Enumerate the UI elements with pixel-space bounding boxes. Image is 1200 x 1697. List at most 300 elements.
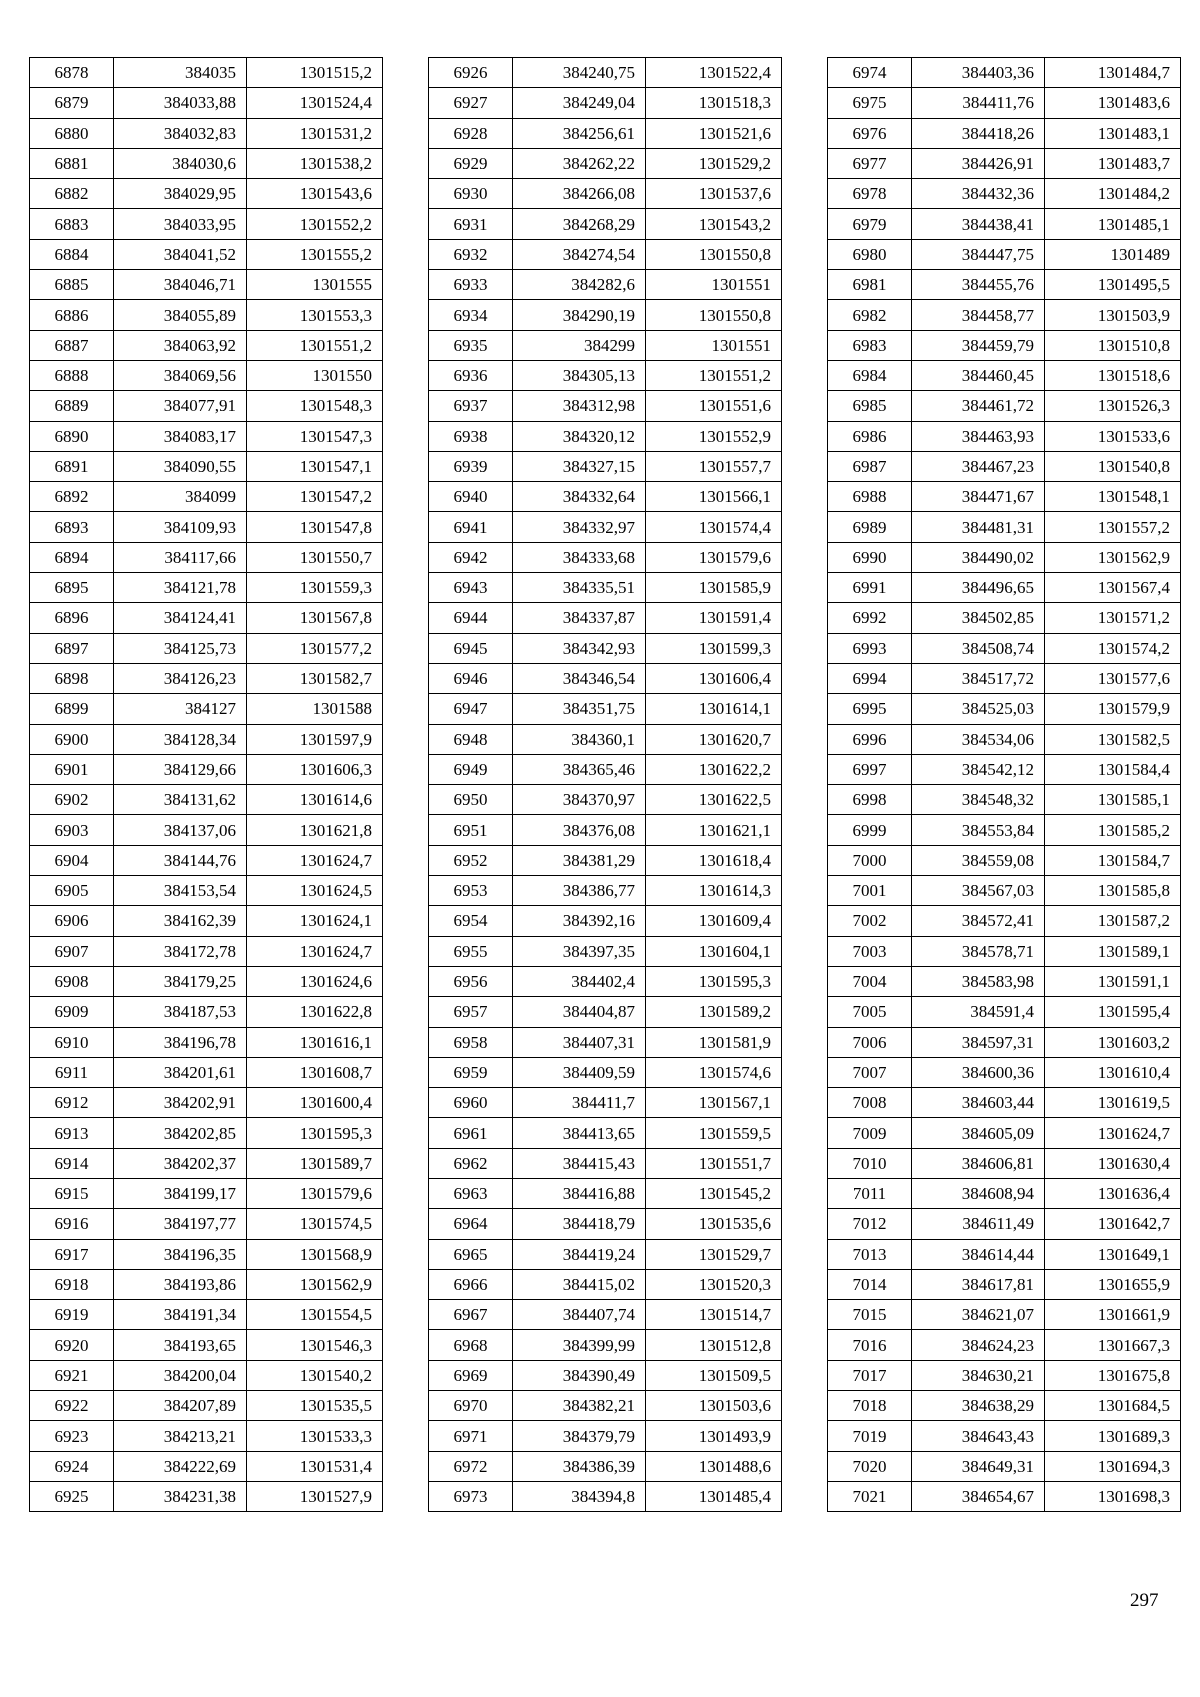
point-number-cell: 6962 [429,1148,513,1178]
x-coordinate-cell: 384199,17 [114,1178,247,1208]
x-coordinate-cell: 384126,23 [114,663,247,693]
point-number-cell: 6901 [30,754,114,784]
table-row [429,1148,782,1178]
point-number-cell: 6994 [828,663,912,693]
x-coordinate-cell: 384346,54 [513,663,646,693]
x-coordinate-cell: 384099 [114,482,247,512]
table-row [30,1209,383,1239]
y-coordinate-cell: 1301589,1 [1045,936,1181,966]
point-number-cell: 6985 [828,391,912,421]
point-number-cell: 6988 [828,482,912,512]
x-coordinate-cell: 384231,38 [114,1481,247,1511]
point-number-cell: 6974 [828,58,912,88]
x-coordinate-cell: 384083,17 [114,421,247,451]
x-coordinate-cell: 384394,8 [513,1481,646,1511]
table-row [828,542,1181,572]
point-number-cell: 6984 [828,360,912,390]
table-row [30,845,383,875]
table-row [429,239,782,269]
y-coordinate-cell: 1301485,1 [1045,209,1181,239]
y-coordinate-cell: 1301547,2 [247,482,383,512]
table-row [429,88,782,118]
table-row [429,936,782,966]
y-coordinate-cell: 1301529,7 [646,1239,782,1269]
table-row [429,391,782,421]
table-row [30,936,383,966]
point-number-cell: 6948 [429,724,513,754]
point-number-cell: 6931 [429,209,513,239]
x-coordinate-cell: 384077,91 [114,391,247,421]
point-number-cell: 6929 [429,148,513,178]
point-number-cell: 6945 [429,633,513,663]
x-coordinate-cell: 384409,59 [513,1057,646,1087]
table-row [30,542,383,572]
coordinate-table-1 [29,57,383,1512]
x-coordinate-cell: 384332,64 [513,482,646,512]
point-number-cell: 7013 [828,1239,912,1269]
table-row [30,179,383,209]
y-coordinate-cell: 1301585,9 [646,573,782,603]
x-coordinate-cell: 384390,49 [513,1360,646,1390]
y-coordinate-cell: 1301540,2 [247,1360,383,1390]
point-number-cell: 6911 [30,1057,114,1087]
point-number-cell: 7017 [828,1360,912,1390]
point-number-cell: 6885 [30,270,114,300]
point-number-cell: 6970 [429,1391,513,1421]
x-coordinate-cell: 384033,88 [114,88,247,118]
table-row [30,997,383,1027]
y-coordinate-cell: 1301584,7 [1045,845,1181,875]
x-coordinate-cell: 384207,89 [114,1391,247,1421]
table-row [429,118,782,148]
y-coordinate-cell: 1301567,4 [1045,573,1181,603]
y-coordinate-cell: 1301550,8 [646,300,782,330]
table-row [828,270,1181,300]
x-coordinate-cell: 384312,98 [513,391,646,421]
y-coordinate-cell: 1301571,2 [1045,603,1181,633]
table-row [828,1118,1181,1148]
y-coordinate-cell: 1301515,2 [247,58,383,88]
table-row [828,1481,1181,1511]
table-row [30,754,383,784]
table-row [30,1088,383,1118]
y-coordinate-cell: 1301642,7 [1045,1209,1181,1239]
y-coordinate-cell: 1301585,1 [1045,785,1181,815]
x-coordinate-cell: 384411,7 [513,1088,646,1118]
y-coordinate-cell: 1301577,2 [247,633,383,663]
table-row [30,906,383,936]
y-coordinate-cell: 1301595,4 [1045,997,1181,1027]
y-coordinate-cell: 1301636,4 [1045,1178,1181,1208]
y-coordinate-cell: 1301552,2 [247,209,383,239]
y-coordinate-cell: 1301614,1 [646,694,782,724]
table-row [30,300,383,330]
point-number-cell: 7001 [828,876,912,906]
x-coordinate-cell: 384432,36 [912,179,1045,209]
table-row [429,663,782,693]
table-row [828,1148,1181,1178]
point-number-cell: 6939 [429,451,513,481]
point-number-cell: 6997 [828,754,912,784]
x-coordinate-cell: 384379,79 [513,1421,646,1451]
x-coordinate-cell: 384407,31 [513,1027,646,1057]
y-coordinate-cell: 1301624,5 [247,876,383,906]
y-coordinate-cell: 1301495,5 [1045,270,1181,300]
table-row [429,1391,782,1421]
x-coordinate-cell: 384460,45 [912,360,1045,390]
table-row [828,209,1181,239]
x-coordinate-cell: 384583,98 [912,966,1045,996]
point-number-cell: 6989 [828,512,912,542]
table-row [828,451,1181,481]
point-number-cell: 6956 [429,966,513,996]
x-coordinate-cell: 384597,31 [912,1027,1045,1057]
table-row [30,148,383,178]
y-coordinate-cell: 1301620,7 [646,724,782,754]
table-row [828,936,1181,966]
table-row [30,421,383,451]
y-coordinate-cell: 1301531,2 [247,118,383,148]
point-number-cell: 7018 [828,1391,912,1421]
point-number-cell: 6897 [30,633,114,663]
point-number-cell: 6904 [30,845,114,875]
x-coordinate-cell: 384399,99 [513,1330,646,1360]
x-coordinate-cell: 384508,74 [912,633,1045,663]
y-coordinate-cell: 1301622,5 [646,785,782,815]
table-row [828,391,1181,421]
point-number-cell: 6907 [30,936,114,966]
table-row [429,300,782,330]
table-row [30,573,383,603]
x-coordinate-cell: 384559,08 [912,845,1045,875]
y-coordinate-cell: 1301551 [646,270,782,300]
x-coordinate-cell: 384200,04 [114,1360,247,1390]
table-row [429,451,782,481]
table-row [429,997,782,1027]
point-number-cell: 6965 [429,1239,513,1269]
table-row [429,1421,782,1451]
y-coordinate-cell: 1301667,3 [1045,1330,1181,1360]
point-number-cell: 6917 [30,1239,114,1269]
table-row [30,1178,383,1208]
point-number-cell: 6921 [30,1360,114,1390]
y-coordinate-cell: 1301484,2 [1045,179,1181,209]
table-row [429,1178,782,1208]
x-coordinate-cell: 384471,67 [912,482,1045,512]
x-coordinate-cell: 384415,43 [513,1148,646,1178]
y-coordinate-cell: 1301581,9 [646,1027,782,1057]
y-coordinate-cell: 1301624,7 [247,936,383,966]
point-number-cell: 6910 [30,1027,114,1057]
table-row [828,845,1181,875]
point-number-cell: 6884 [30,239,114,269]
point-number-cell: 6935 [429,330,513,360]
table-row [828,1451,1181,1481]
y-coordinate-cell: 1301604,1 [646,936,782,966]
table-row [828,148,1181,178]
point-number-cell: 6973 [429,1481,513,1511]
y-coordinate-cell: 1301551,2 [646,360,782,390]
table-row [828,1209,1181,1239]
x-coordinate-cell: 384438,41 [912,209,1045,239]
table-row [828,330,1181,360]
y-coordinate-cell: 1301509,5 [646,1360,782,1390]
x-coordinate-cell: 384202,85 [114,1118,247,1148]
y-coordinate-cell: 1301559,3 [247,573,383,603]
x-coordinate-cell: 384202,91 [114,1088,247,1118]
point-number-cell: 7000 [828,845,912,875]
x-coordinate-cell: 384191,34 [114,1300,247,1330]
y-coordinate-cell: 1301616,1 [247,1027,383,1057]
table-row [30,633,383,663]
y-coordinate-cell: 1301579,6 [247,1178,383,1208]
y-coordinate-cell: 1301503,6 [646,1391,782,1421]
table-row [429,1209,782,1239]
x-coordinate-cell: 384605,09 [912,1118,1045,1148]
y-coordinate-cell: 1301538,2 [247,148,383,178]
x-coordinate-cell: 384268,29 [513,209,646,239]
y-coordinate-cell: 1301610,4 [1045,1057,1181,1087]
x-coordinate-cell: 384418,79 [513,1209,646,1239]
x-coordinate-cell: 384455,76 [912,270,1045,300]
table-row [828,724,1181,754]
table-row [30,451,383,481]
table-row [828,482,1181,512]
x-coordinate-cell: 384624,23 [912,1330,1045,1360]
x-coordinate-cell: 384127 [114,694,247,724]
x-coordinate-cell: 384063,92 [114,330,247,360]
y-coordinate-cell: 1301609,4 [646,906,782,936]
y-coordinate-cell: 1301622,8 [247,997,383,1027]
point-number-cell: 7010 [828,1148,912,1178]
y-coordinate-cell: 1301551,7 [646,1148,782,1178]
page-number: 297 [1130,1590,1159,1611]
point-number-cell: 6978 [828,179,912,209]
y-coordinate-cell: 1301522,4 [646,58,782,88]
point-number-cell: 6966 [429,1269,513,1299]
point-number-cell: 6891 [30,451,114,481]
x-coordinate-cell: 384129,66 [114,754,247,784]
y-coordinate-cell: 1301483,7 [1045,148,1181,178]
y-coordinate-cell: 1301574,4 [646,512,782,542]
point-number-cell: 6975 [828,88,912,118]
point-number-cell: 6922 [30,1391,114,1421]
point-number-cell: 6952 [429,845,513,875]
y-coordinate-cell: 1301622,2 [646,754,782,784]
point-number-cell: 6976 [828,118,912,148]
table-row [30,724,383,754]
point-number-cell: 6961 [429,1118,513,1148]
point-number-cell: 6938 [429,421,513,451]
table-row [30,694,383,724]
point-number-cell: 6964 [429,1209,513,1239]
y-coordinate-cell: 1301510,8 [1045,330,1181,360]
x-coordinate-cell: 384035 [114,58,247,88]
table-row [429,482,782,512]
y-coordinate-cell: 1301649,1 [1045,1239,1181,1269]
x-coordinate-cell: 384262,22 [513,148,646,178]
y-coordinate-cell: 1301547,8 [247,512,383,542]
y-coordinate-cell: 1301591,4 [646,603,782,633]
table-row [30,118,383,148]
y-coordinate-cell: 1301537,6 [646,179,782,209]
x-coordinate-cell: 384256,61 [513,118,646,148]
y-coordinate-cell: 1301489 [1045,239,1181,269]
x-coordinate-cell: 384240,75 [513,58,646,88]
table-row [30,1239,383,1269]
y-coordinate-cell: 1301543,2 [646,209,782,239]
point-number-cell: 6971 [429,1421,513,1451]
table-row [30,1451,383,1481]
point-number-cell: 6926 [429,58,513,88]
point-number-cell: 6883 [30,209,114,239]
x-coordinate-cell: 384621,07 [912,1300,1045,1330]
point-number-cell: 6936 [429,360,513,390]
table-row [828,360,1181,390]
y-coordinate-cell: 1301574,6 [646,1057,782,1087]
x-coordinate-cell: 384463,93 [912,421,1045,451]
x-coordinate-cell: 384046,71 [114,270,247,300]
y-coordinate-cell: 1301588 [247,694,383,724]
table-row [429,694,782,724]
table-row [828,300,1181,330]
table-row [30,58,383,88]
y-coordinate-cell: 1301595,3 [247,1118,383,1148]
y-coordinate-cell: 1301619,5 [1045,1088,1181,1118]
x-coordinate-cell: 384614,44 [912,1239,1045,1269]
x-coordinate-cell: 384090,55 [114,451,247,481]
x-coordinate-cell: 384030,6 [114,148,247,178]
y-coordinate-cell: 1301630,4 [1045,1148,1181,1178]
x-coordinate-cell: 384407,74 [513,1300,646,1330]
point-number-cell: 6900 [30,724,114,754]
point-number-cell: 6887 [30,330,114,360]
table-row [30,1148,383,1178]
y-coordinate-cell: 1301579,9 [1045,694,1181,724]
table-row [429,148,782,178]
y-coordinate-cell: 1301485,4 [646,1481,782,1511]
x-coordinate-cell: 384069,56 [114,360,247,390]
table-row [429,209,782,239]
point-number-cell: 6982 [828,300,912,330]
point-number-cell: 6932 [429,239,513,269]
y-coordinate-cell: 1301555,2 [247,239,383,269]
point-number-cell: 6957 [429,997,513,1027]
x-coordinate-cell: 384419,24 [513,1239,646,1269]
y-coordinate-cell: 1301493,9 [646,1421,782,1451]
x-coordinate-cell: 384548,32 [912,785,1045,815]
y-coordinate-cell: 1301566,1 [646,482,782,512]
x-coordinate-cell: 384600,36 [912,1057,1045,1087]
table-row [828,785,1181,815]
x-coordinate-cell: 384397,35 [513,936,646,966]
x-coordinate-cell: 384305,13 [513,360,646,390]
y-coordinate-cell: 1301661,9 [1045,1300,1181,1330]
x-coordinate-cell: 384643,43 [912,1421,1045,1451]
x-coordinate-cell: 384606,81 [912,1148,1045,1178]
table-row [828,906,1181,936]
table-row [429,542,782,572]
x-coordinate-cell: 384197,77 [114,1209,247,1239]
point-number-cell: 6916 [30,1209,114,1239]
table-row [429,270,782,300]
table-row [828,633,1181,663]
coordinate-table-3 [827,57,1181,1512]
y-coordinate-cell: 1301567,1 [646,1088,782,1118]
y-coordinate-cell: 1301591,1 [1045,966,1181,996]
x-coordinate-cell: 384193,86 [114,1269,247,1299]
y-coordinate-cell: 1301548,1 [1045,482,1181,512]
x-coordinate-cell: 384162,39 [114,906,247,936]
y-coordinate-cell: 1301514,7 [646,1300,782,1330]
y-coordinate-cell: 1301606,3 [247,754,383,784]
point-number-cell: 6902 [30,785,114,815]
point-number-cell: 6983 [828,330,912,360]
y-coordinate-cell: 1301540,8 [1045,451,1181,481]
x-coordinate-cell: 384381,29 [513,845,646,875]
x-coordinate-cell: 384404,87 [513,997,646,1027]
x-coordinate-cell: 384187,53 [114,997,247,1027]
x-coordinate-cell: 384459,79 [912,330,1045,360]
point-number-cell: 6888 [30,360,114,390]
x-coordinate-cell: 384382,21 [513,1391,646,1421]
x-coordinate-cell: 384332,97 [513,512,646,542]
table-row [30,1300,383,1330]
table-row [429,1057,782,1087]
y-coordinate-cell: 1301582,5 [1045,724,1181,754]
y-coordinate-cell: 1301527,9 [247,1481,383,1511]
y-coordinate-cell: 1301655,9 [1045,1269,1181,1299]
table-row [429,1239,782,1269]
table-row [429,603,782,633]
table-row [30,1330,383,1360]
point-number-cell: 6913 [30,1118,114,1148]
table-row [30,209,383,239]
point-number-cell: 6882 [30,179,114,209]
y-coordinate-cell: 1301589,7 [247,1148,383,1178]
y-coordinate-cell: 1301524,4 [247,88,383,118]
point-number-cell: 7014 [828,1269,912,1299]
point-number-cell: 6881 [30,148,114,178]
point-number-cell: 6909 [30,997,114,1027]
y-coordinate-cell: 1301587,2 [1045,906,1181,936]
x-coordinate-cell: 384572,41 [912,906,1045,936]
x-coordinate-cell: 384496,65 [912,573,1045,603]
x-coordinate-cell: 384290,19 [513,300,646,330]
x-coordinate-cell: 384413,65 [513,1118,646,1148]
y-coordinate-cell: 1301512,8 [646,1330,782,1360]
y-coordinate-cell: 1301614,6 [247,785,383,815]
x-coordinate-cell: 384144,76 [114,845,247,875]
x-coordinate-cell: 384213,21 [114,1421,247,1451]
y-coordinate-cell: 1301606,4 [646,663,782,693]
table-row [30,1118,383,1148]
point-number-cell: 7015 [828,1300,912,1330]
y-coordinate-cell: 1301567,8 [247,603,383,633]
y-coordinate-cell: 1301589,2 [646,997,782,1027]
point-number-cell: 6898 [30,663,114,693]
table-row [429,179,782,209]
point-number-cell: 6903 [30,815,114,845]
x-coordinate-cell: 384467,23 [912,451,1045,481]
x-coordinate-cell: 384196,35 [114,1239,247,1269]
x-coordinate-cell: 384603,44 [912,1088,1045,1118]
point-number-cell: 6905 [30,876,114,906]
point-number-cell: 6963 [429,1178,513,1208]
point-number-cell: 6958 [429,1027,513,1057]
point-number-cell: 6993 [828,633,912,663]
table-row [30,1057,383,1087]
